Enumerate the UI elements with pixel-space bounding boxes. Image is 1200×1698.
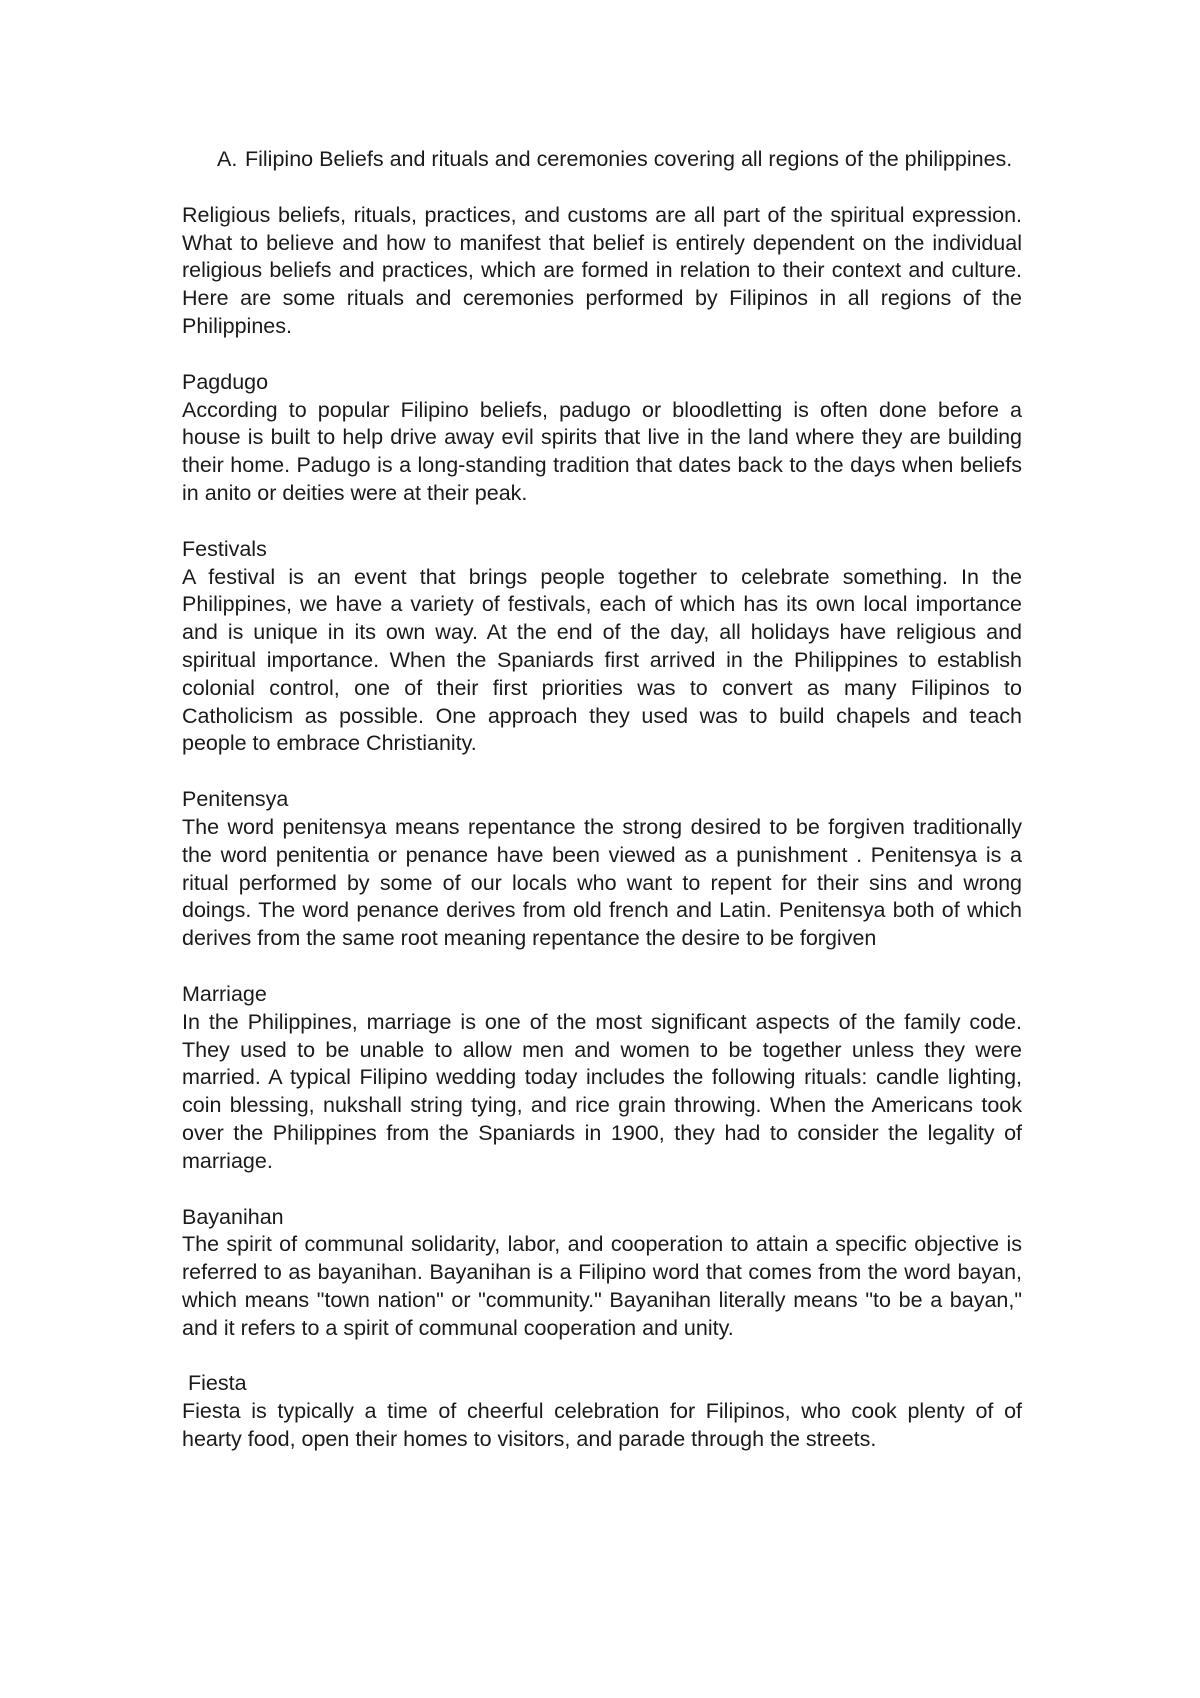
section-title: Pagdugo [182, 369, 269, 394]
section-body: According to popular Filipino beliefs, padugo or bloodletting is often done before a house is built to help drive away evil spirits that live in the land where they are building their home. Padugo is a long-standing tradition that dates back to the days when beliefs in anito or deities were at their peak. [182, 397, 1022, 505]
intro-paragraph: Religious beliefs, rituals, practices, and customs are all part of the spiritual expression. What to believe and how to manifest that belief is entirely dependent on the individual religious beliefs and practices, which are formed in relation to their context and culture. Here are some rituals and ceremonies performed by Filipinos in all regions of the Philippines. [182, 202, 1022, 338]
section-festivals [182, 536, 1022, 758]
section-bayanihan [182, 1204, 1022, 1343]
section-marriage [182, 981, 1022, 1176]
section-title: Penitensya [182, 787, 289, 812]
list-marker: A. [217, 147, 238, 171]
heading-text: Filipino Beliefs and rituals and ceremonies covering all regions of the philippines. [245, 147, 1013, 171]
section-body: The word penitensya means repentance the strong desired to be forgiven traditionally the word penitentia or penance have been viewed as a punishment . Penitensya is a ritual performed by some of our locals who want to repent for their sins and wrong doings. The word penance derives from old french and Latin. Penitensya both of which derives from the same root meaning repentance the desire to be forgiven [182, 814, 1022, 951]
section-pagdugo [182, 369, 1022, 508]
section-body: The spirit of communal solidarity, labor, and cooperation to attain a specific objective is referred to as bayanihan. Bayanihan is a Filipino word that comes from the word bayan, which means "town nation" or "community." Bayanihan literally means "to be a bayan," and it refers to a spirit of communal cooperation and unity. [182, 1232, 1022, 1340]
section-title: Festivals [182, 536, 267, 561]
section-body: Fiesta is typically a time of cheerful celebration for Filipinos, who cook plenty of of hearty food, open their homes to visitors, and parade through the streets. [182, 1399, 1022, 1452]
section-title: Marriage [182, 981, 267, 1006]
document-body [182, 146, 1022, 1454]
section-title: Fiesta [188, 1371, 247, 1396]
section-penitensya [182, 786, 1022, 953]
section-body: In the Philippines, marriage is one of the most significant aspects of the family code. They used to be unable to allow men and women to be together unless they were married. A typical Filipino wedding today includes the following rituals: candle lighting, coin blessing, nukshall string tying, and rice grain throwing. When the Americans took over the Philippines from the Spaniards in 1900, they had to consider the legality of marriage. [182, 1009, 1022, 1173]
section-fiesta [182, 1370, 1022, 1453]
section-heading [217, 146, 1022, 174]
section-body: A festival is an event that brings people together to celebrate something. In the Philippines, we have a variety of festivals, each of which has its own local importance and is unique in its own way. At the end of the day, all holidays have religious and spiritual importance. When the Spaniards first arrived in the Philippines to establish colonial control, one of their first priorities was to convert as many Filipinos to Catholicism as possible. One approach they used was to build chapels and teach people to embrace Christianity. [182, 564, 1022, 756]
section-title: Bayanihan [182, 1204, 284, 1229]
